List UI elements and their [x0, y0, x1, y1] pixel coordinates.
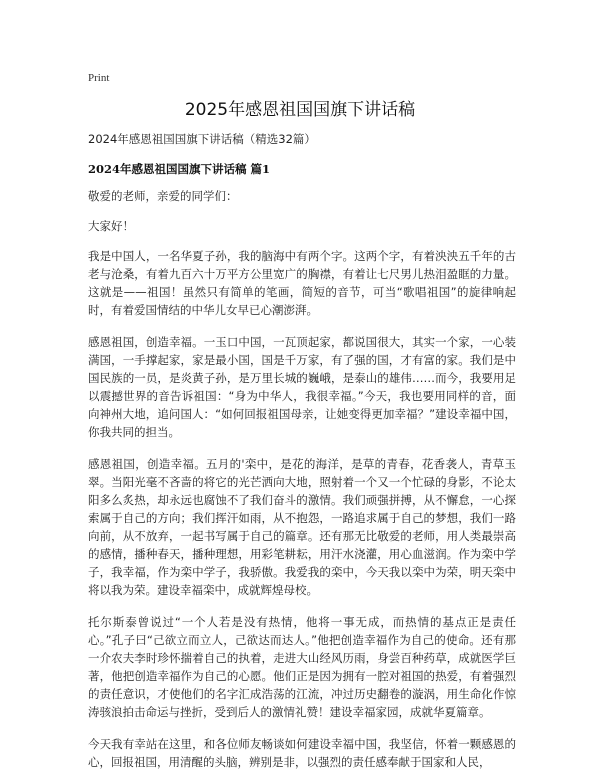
body-paragraph: 今天我有幸站在这里，和各位师友畅谈如何建设幸福中国，我坚信，怀着一颗感恩的心，回报祖国，用清醒的头脑，辨别是非，以强烈的责任感奉献于国家和人民， — [88, 737, 516, 769]
section-heading: 2024年感恩祖国国旗下讲话稿 篇1 — [88, 162, 271, 176]
body-paragraph: 托尔斯泰曾说过“一个人若是没有热情，他将一事无成，而热情的基点正是责任心。”孔子曰“己欲立而立人，己欲达而达人。”他把创造幸福作为自己的使命。还有那一介农夫李时珍怀揣着自己的执着，走进大山经风历雨，身尝百种药草，成就医学巨著，他把创造幸福作为自己的心愿。他们正是因为拥有一腔对祖国的热爱，有着强烈的责任意识，才使他们的名字汇成浩荡的江流，冲过历史翻卷的漩涡，用生命化作惊涛骇浪拍击命运与挫折，受到后人的激情礼赞！建设幸福家园，成就华夏篇章。 — [88, 615, 516, 719]
greeting-paragraph: 大家好！ — [88, 219, 134, 233]
page-title: 2025年感恩祖国国旗下讲话稿 — [184, 100, 416, 120]
document-body — [88, 187, 516, 776]
document-subtitle: 2024年感恩祖国国旗下讲话稿（精选32篇） — [88, 132, 316, 146]
salutation-paragraph: 敬爱的老师，亲爱的同学们： — [88, 189, 238, 203]
body-paragraph: 感恩祖国，创造幸福。一玉口中国，一瓦顶起家，都说国很大，其实一个家，一心装满国，一手撑起家，家是最小国，国是千万家，有了强的国，才有富的家。我们是中国民族的一员，是炎黄子孙，是万里长城的巍峨，是泰山的雄伟……而今，我要用足以震撼世界的音告诉祖国：“身为中华人，我很幸福。”今天，我也要用同样的音，面向神州大地，追问国人：“如何回报祖国母亲，让她变得更加幸福？”建设幸福中国，你我共同的担当。 — [88, 335, 516, 439]
print-link[interactable]: Print — [88, 72, 110, 84]
body-paragraph: 感恩祖国，创造幸福。五月的'栾中，是花的海洋，是草的青春，花香袭人，青草玉翠。当阳光毫不吝啬的将它的光芒洒向大地，照射着一个又一个忙碌的身影，不论太阳多么炙热，却永远也腐蚀不了我们奋斗的激情。我们顽强拼搏，从不懈怠，一心探索属于自己的方向；我们挥汗如雨，从不抱怨，一路追求属于自己的梦想，我们一路向前，从不放弃，一起书写属于自己的篇章。还有那无比敬爱的老师，用人类最崇高的感情，播种春天，播种理想，用彩笔耕耘，用汗水浇灌，用心血滋润。作为栾中学子，我幸福，作为栾中学子，我骄傲。我爱我的栾中，今天我以栾中为荣，明天栾中将以我为荣。建设幸福栾中，成就辉煌母校。 — [88, 457, 516, 597]
body-paragraph: 我是中国人，一名华夏子孙，我的脑海中有两个字。这两个字，有着泱泱五千年的古老与沧桑，有着九百六十万平方公里宽广的胸襟，有着让七尺男儿热泪盈眶的力量。这就是——祖国！虽然只有简单的笔画，简短的音节，可当“歌唱祖国”的旋律响起时，有着爱国情结的中华儿女早已心潮澎湃。 — [88, 249, 516, 317]
